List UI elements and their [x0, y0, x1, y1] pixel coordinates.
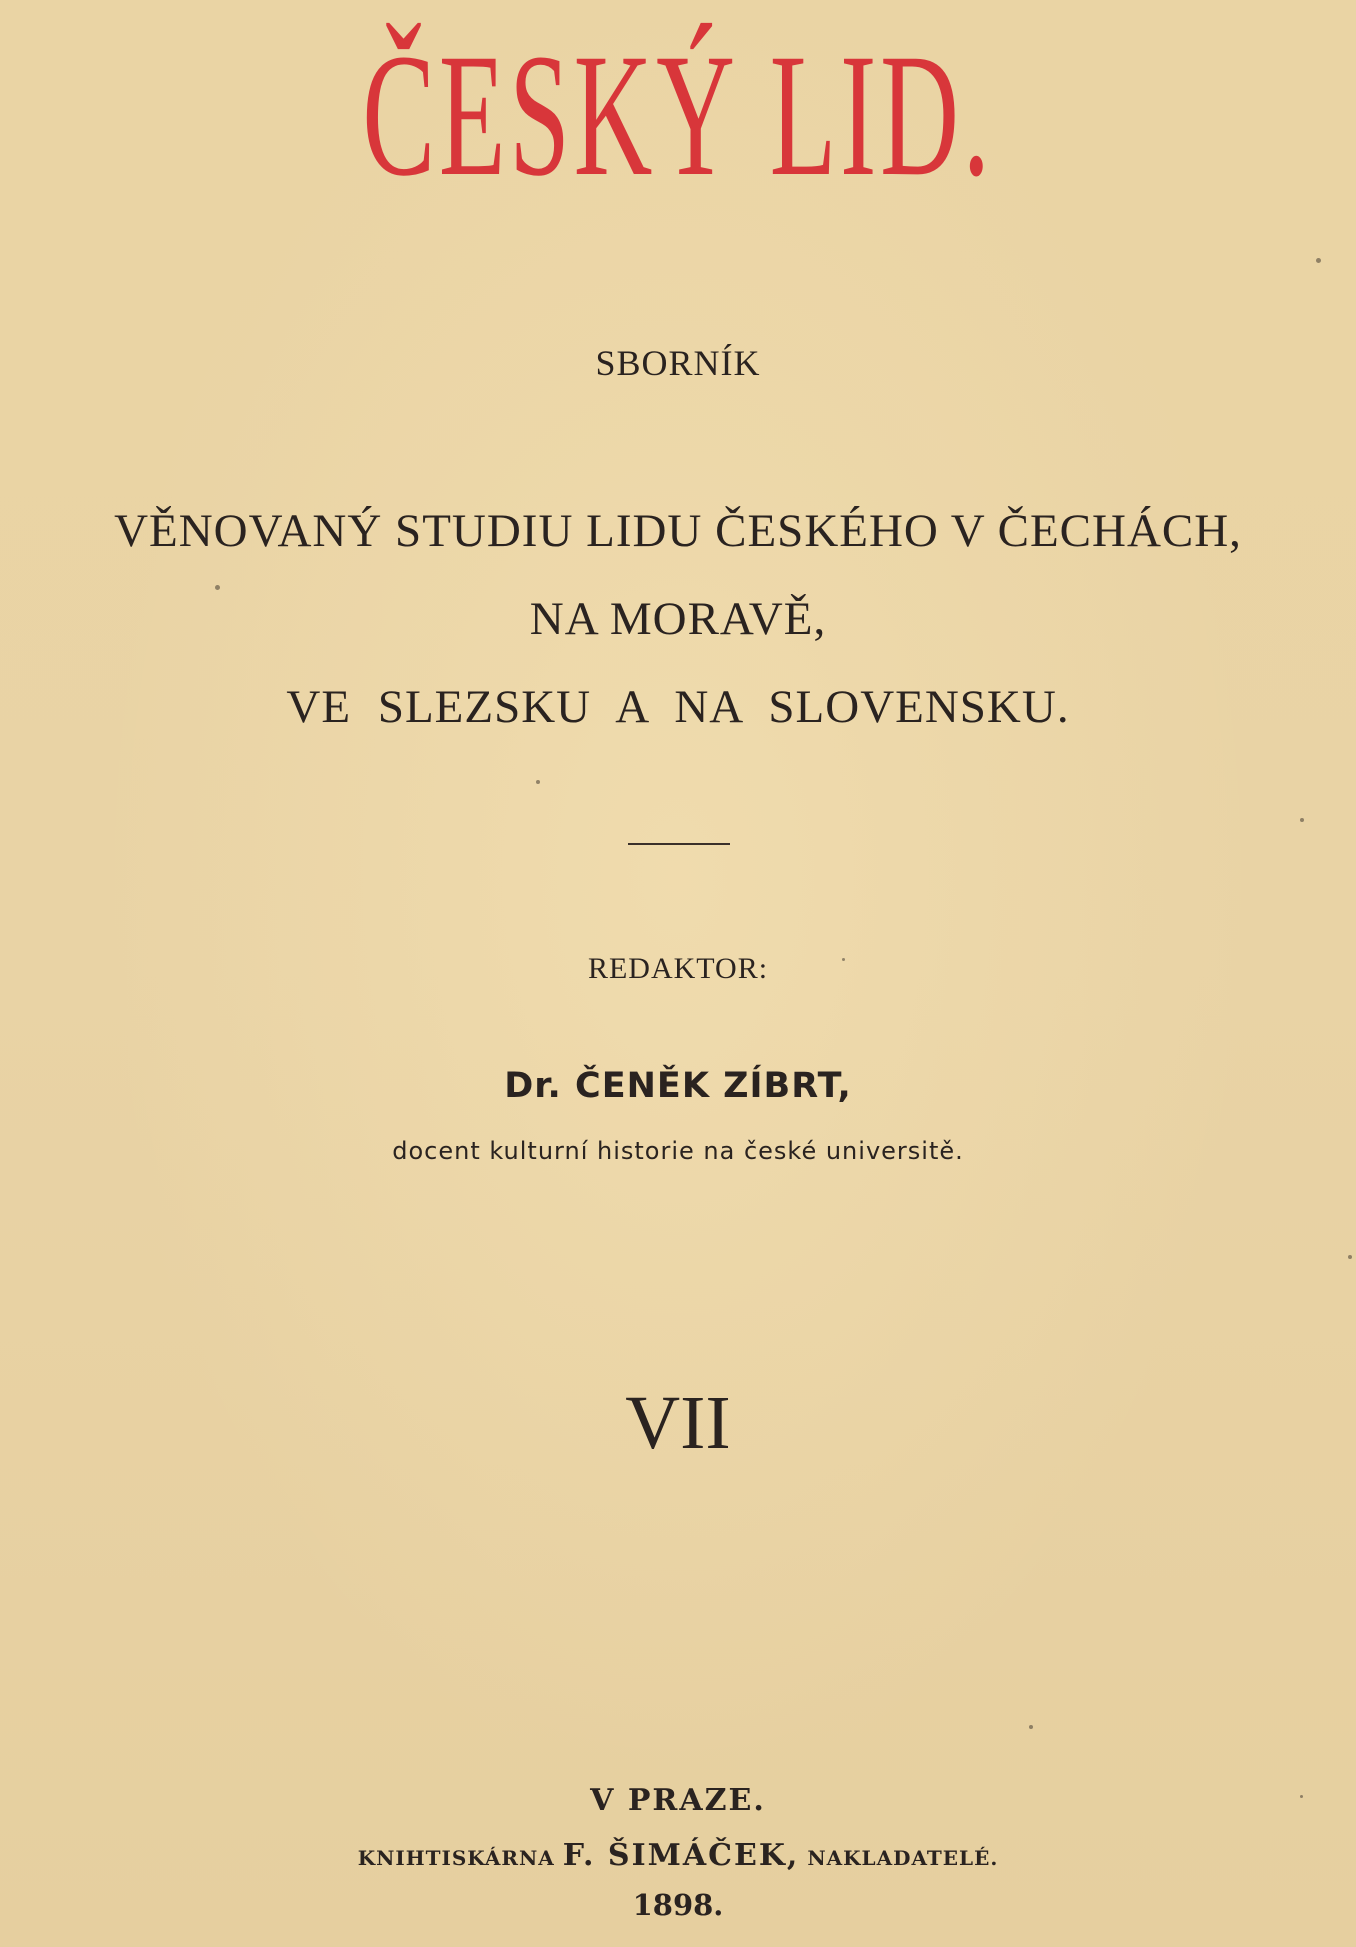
paper-speck [1300, 1795, 1303, 1798]
printer-prefix: KNIHTISKÁRNA [357, 1846, 555, 1870]
imprint-publisher [0, 1838, 1356, 1873]
volume-number: VII [625, 1381, 731, 1465]
imprint-city: V PRAZE. [590, 1783, 766, 1818]
paper-speck [1348, 1255, 1352, 1259]
printer-name: F. ŠIMÁČEK, [562, 1838, 800, 1873]
dedication-line-1: VĚNOVANÝ STUDIU LIDU ČESKÉHO V ČECHÁCH, [114, 505, 1242, 557]
dedication-line-3: VE SLEZSKU A NA SLOVENSKU. [286, 681, 1070, 733]
paper-speck [1300, 818, 1304, 822]
paper-speck [842, 958, 845, 961]
paper-speck [215, 585, 220, 590]
paper-speck [1316, 258, 1321, 263]
divider-rule [628, 843, 730, 845]
dedication-line-2: NA MORAVĚ, [529, 593, 827, 645]
editor-name: Dr. ČENĚK ZÍBRT, [504, 1066, 852, 1106]
paper-speck [536, 780, 540, 784]
imprint-year: 1898. [632, 1888, 724, 1922]
editor-label: REDAKTOR: [587, 952, 769, 985]
editor-role: docent kulturní historie na české universitě. [392, 1137, 964, 1165]
paper-speck [1029, 1725, 1033, 1729]
main-title: ČESKÝ LID. [362, 18, 994, 213]
printer-suffix: NAKLADATELÉ. [807, 1846, 999, 1870]
subtitle: SBORNÍK [595, 343, 761, 383]
